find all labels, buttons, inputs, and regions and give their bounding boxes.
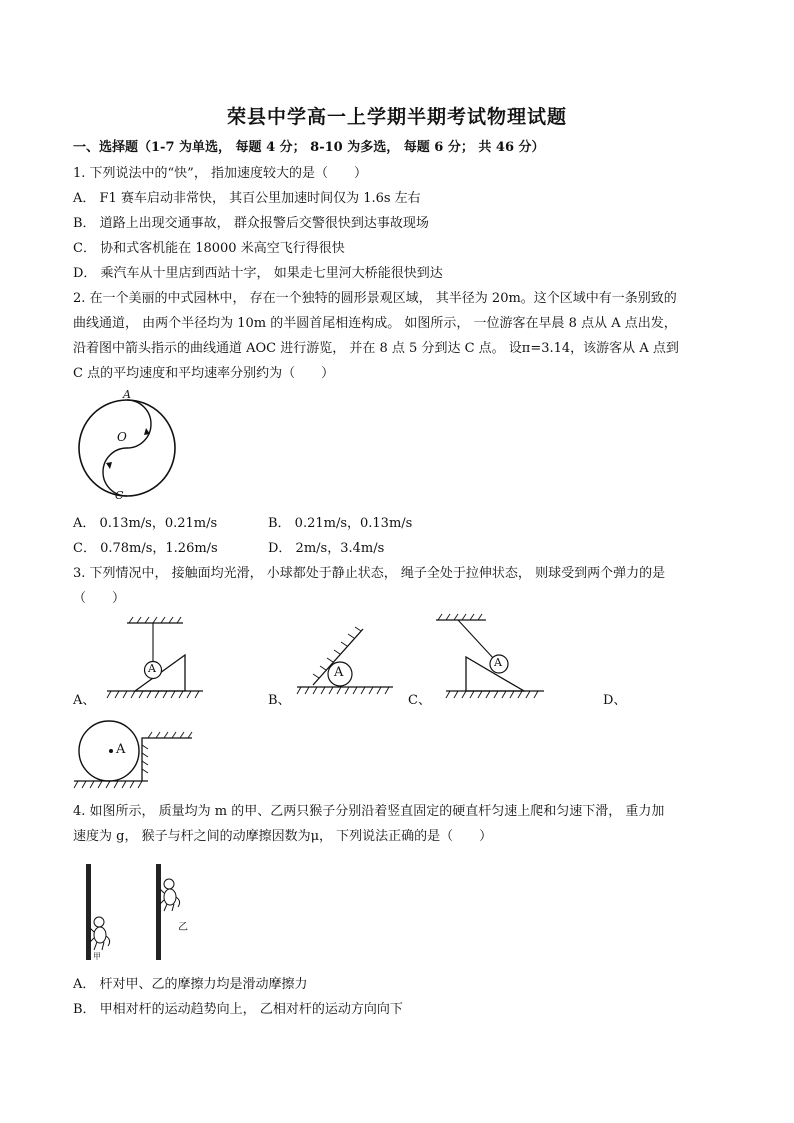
q1-option-d: D． 乘汽车从十里店到西站十字， 如果走七里河大桥能很快到达 — [73, 266, 443, 281]
q3-line-2: （ ） — [73, 591, 126, 606]
q3-ball-label-c: A — [494, 656, 502, 669]
q4-option-b: B． 甲相对杆的运动趋势向上， 乙相对杆的运动方向向下 — [73, 1002, 403, 1017]
q3-figure-d — [72, 715, 197, 790]
q1-option-c: C． 协和式客机能在 18000 米高空飞行得很快 — [73, 241, 345, 256]
q3-ball-label-b: A — [334, 665, 344, 680]
q2-option-a: A． 0.13m/s，0.21m/s — [73, 516, 218, 531]
q2-option-c: C． 0.78m/s，1.26m/s — [73, 541, 218, 556]
q2-label-a: A — [123, 388, 131, 401]
q3-ball-label-d: A — [116, 742, 126, 757]
q4-label-yi: 乙 — [178, 922, 188, 933]
q3-figure-c — [428, 612, 548, 700]
q3-line-1: 3. 下列情况中， 接触面均光滑， 小球都处于静止状态， 绳子全处于拉伸状态， 则球受到两个弹力的是 — [73, 566, 666, 581]
q2-figure — [70, 390, 185, 505]
q2-option-b: B． 0.21m/s，0.13m/s — [268, 516, 413, 531]
q4-option-a: A． 杆对甲、乙的摩擦力均是滑动摩擦力 — [73, 977, 308, 992]
q4-pole-jia — [86, 864, 91, 960]
q2-line-1: 2. 在一个美丽的中式园林中， 存在一个独特的圆形景观区域， 其半径为 20m。这个区域中有一条别致的 — [73, 291, 677, 306]
section-heading: 一、选择题（1-7 为单选， 每题 4 分； 8-10 为多选， 每题 6 分； 共 46 分） — [73, 140, 545, 155]
q3-figure-a — [105, 615, 205, 700]
q4-line-2: 速度为 g， 猴子与杆之间的动摩擦因数为μ， 下列说法正确的是（ ） — [73, 829, 493, 844]
q2-line-3: 沿着图中箭头指示的曲线通道 AOC 进行游览， 并在 8 点 5 分到达 C 点。 设π=3.14，该游客从 A 点到 — [73, 341, 679, 356]
q4-label-jia: 甲 — [93, 952, 101, 961]
q3-option-c: C、 — [408, 693, 431, 708]
q2-s-curve — [103, 400, 151, 496]
q3-option-d: D、 — [603, 693, 627, 708]
q2-option-d: D． 2m/s，3.4m/s — [268, 541, 385, 556]
q4-line-1: 4. 如图所示， 质量均为 m 的甲、乙两只猴子分别沿着竖直固定的硬直杆匀速上爬和匀速下滑， 重力加 — [73, 804, 665, 819]
q2-line-2: 曲线通道， 由两个半径均为 10m 的半圆首尾相连构成。 如图所示， 一位游客在早晨 8 点从 A 点出发， — [73, 316, 677, 331]
q2-label-o: O — [117, 430, 127, 444]
q3-option-b: B、 — [268, 693, 291, 708]
q1-option-a: A． F1 赛车启动非常快， 其百公里加速时间仅为 1.6s 左右 — [73, 191, 421, 206]
q3-figure-b — [293, 625, 398, 695]
q1-option-b: B． 道路上出现交通事故， 群众报警后交警很快到达事故现场 — [73, 216, 429, 231]
q3-ball-label-a: A — [148, 662, 156, 675]
q2-label-c: C — [115, 489, 124, 502]
q4-pole-yi — [156, 864, 161, 960]
q3-option-a: A、 — [73, 693, 96, 708]
q4-figure — [78, 862, 198, 962]
q2-line-4: C 点的平均速度和平均速率分别约为（ ） — [73, 366, 335, 381]
q2-arrow-upper — [144, 428, 150, 435]
q2-arrow-lower — [106, 462, 112, 469]
page-title: 荣县中学高一上学期半期考试物理试题 — [226, 106, 567, 128]
q1-stem: 1. 下列说法中的“快”， 指加速度较大的是（ ） — [73, 166, 367, 181]
